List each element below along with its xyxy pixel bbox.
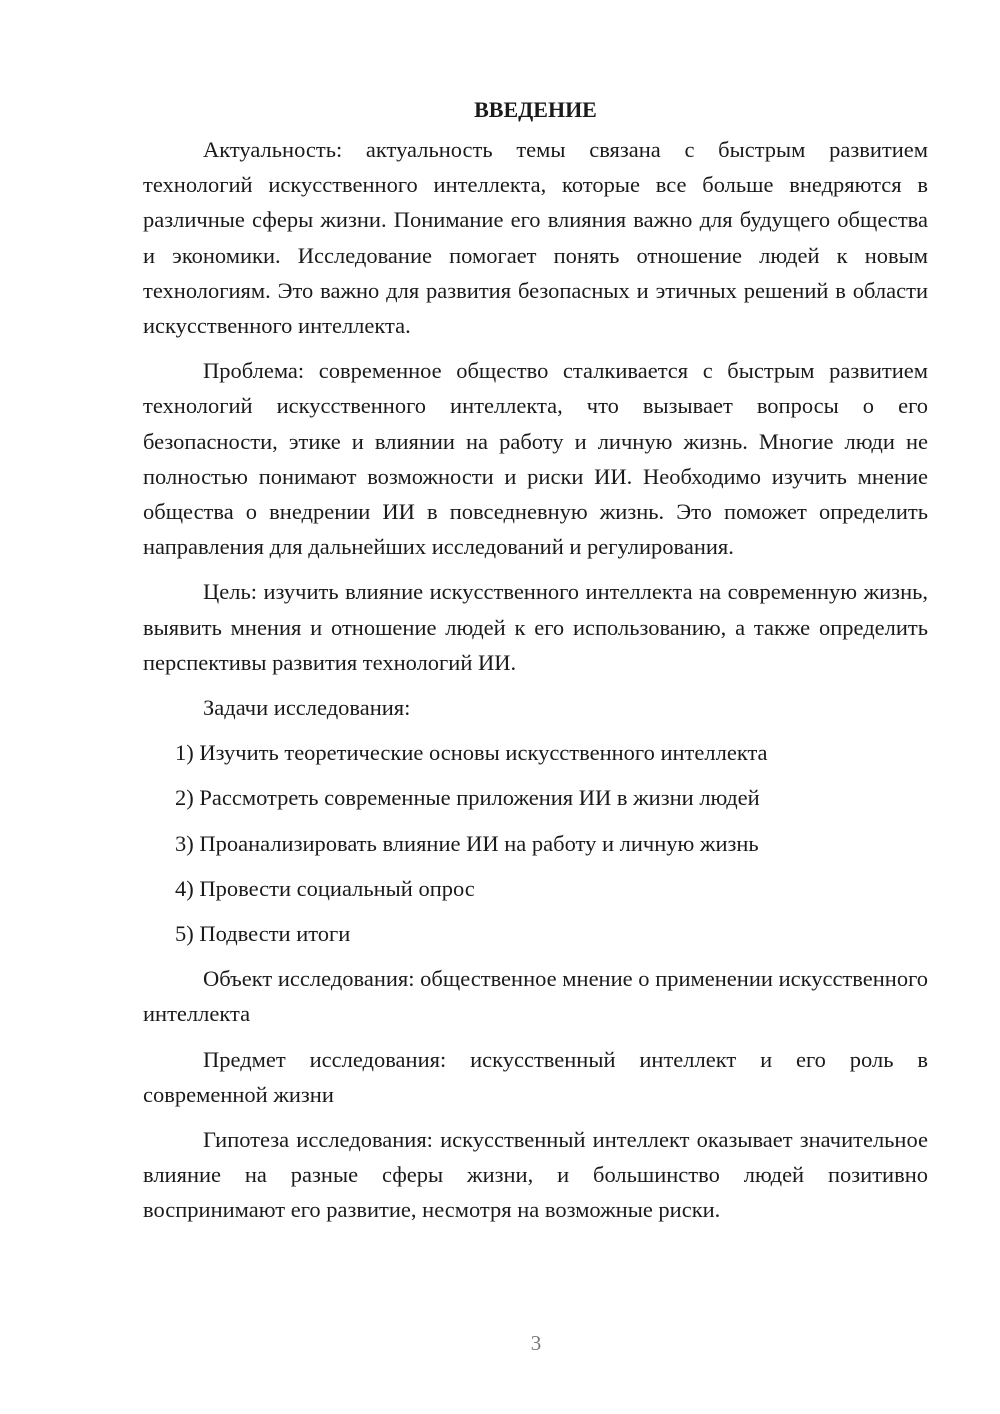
- section-heading: ВВЕДЕНИЕ: [474, 97, 597, 122]
- task-item: 3) Проанализировать влияние ИИ на работу и личную жизнь: [175, 830, 759, 856]
- task-item: 1) Изучить теоретические основы искусственного интеллекта: [175, 740, 768, 766]
- subject-paragraph: Предмет исследования: искусственный интеллект и его роль в современной жизни: [143, 1046, 928, 1107]
- hypothesis-paragraph: Гипотеза исследования: искусственный интеллект оказывает значительное влияние на разные сферы жизни, и большинство людей позитивно воспринимают его развитие, несмотря на возможные риски.: [143, 1127, 928, 1223]
- document-page: [143, 92, 928, 1228]
- task-item: 5) Подвести итоги: [175, 921, 351, 947]
- page-number: 3: [530, 1331, 542, 1355]
- tasks-title: Задачи исследования:: [203, 695, 411, 721]
- task-list: [143, 735, 928, 951]
- task-item: 4) Провести социальный опрос: [175, 875, 475, 901]
- goal-paragraph: Цель: изучить влияние искусственного интеллекта на современную жизнь, выявить мнения и отношение людей к его использованию, а также определить перспективы развития технологий ИИ.: [143, 579, 928, 675]
- relevance-paragraph: Актуальность: актуальность темы связана с быстрым развитием технологий искусственного интеллекта, которые все больше внедряются в различные сферы жизни. Понимание его влияния важно для будущего общества и экономики. Исследование помогает понять отношение людей к новым технологиям. Это важно для развития безопасных и этичных решений в области искусственного интеллекта.: [143, 137, 928, 339]
- problem-paragraph: Проблема: современное общество сталкивается с быстрым развитием технологий искусственного интеллекта, что вызывает вопросы о его безопасности, этике и влиянии на работу и личную жизнь. Многие люди не полностью понимают возможности и риски ИИ. Необходимо изучить мнение общества о внедрении ИИ в повседневную жизнь. Это поможет определить направления для дальнейших исследований и регулирования.: [143, 358, 928, 560]
- object-paragraph: Объект исследования: общественное мнение о применении искусственного интеллекта: [143, 966, 928, 1027]
- task-item: 2) Рассмотреть современные приложения ИИ в жизни людей: [175, 785, 760, 811]
